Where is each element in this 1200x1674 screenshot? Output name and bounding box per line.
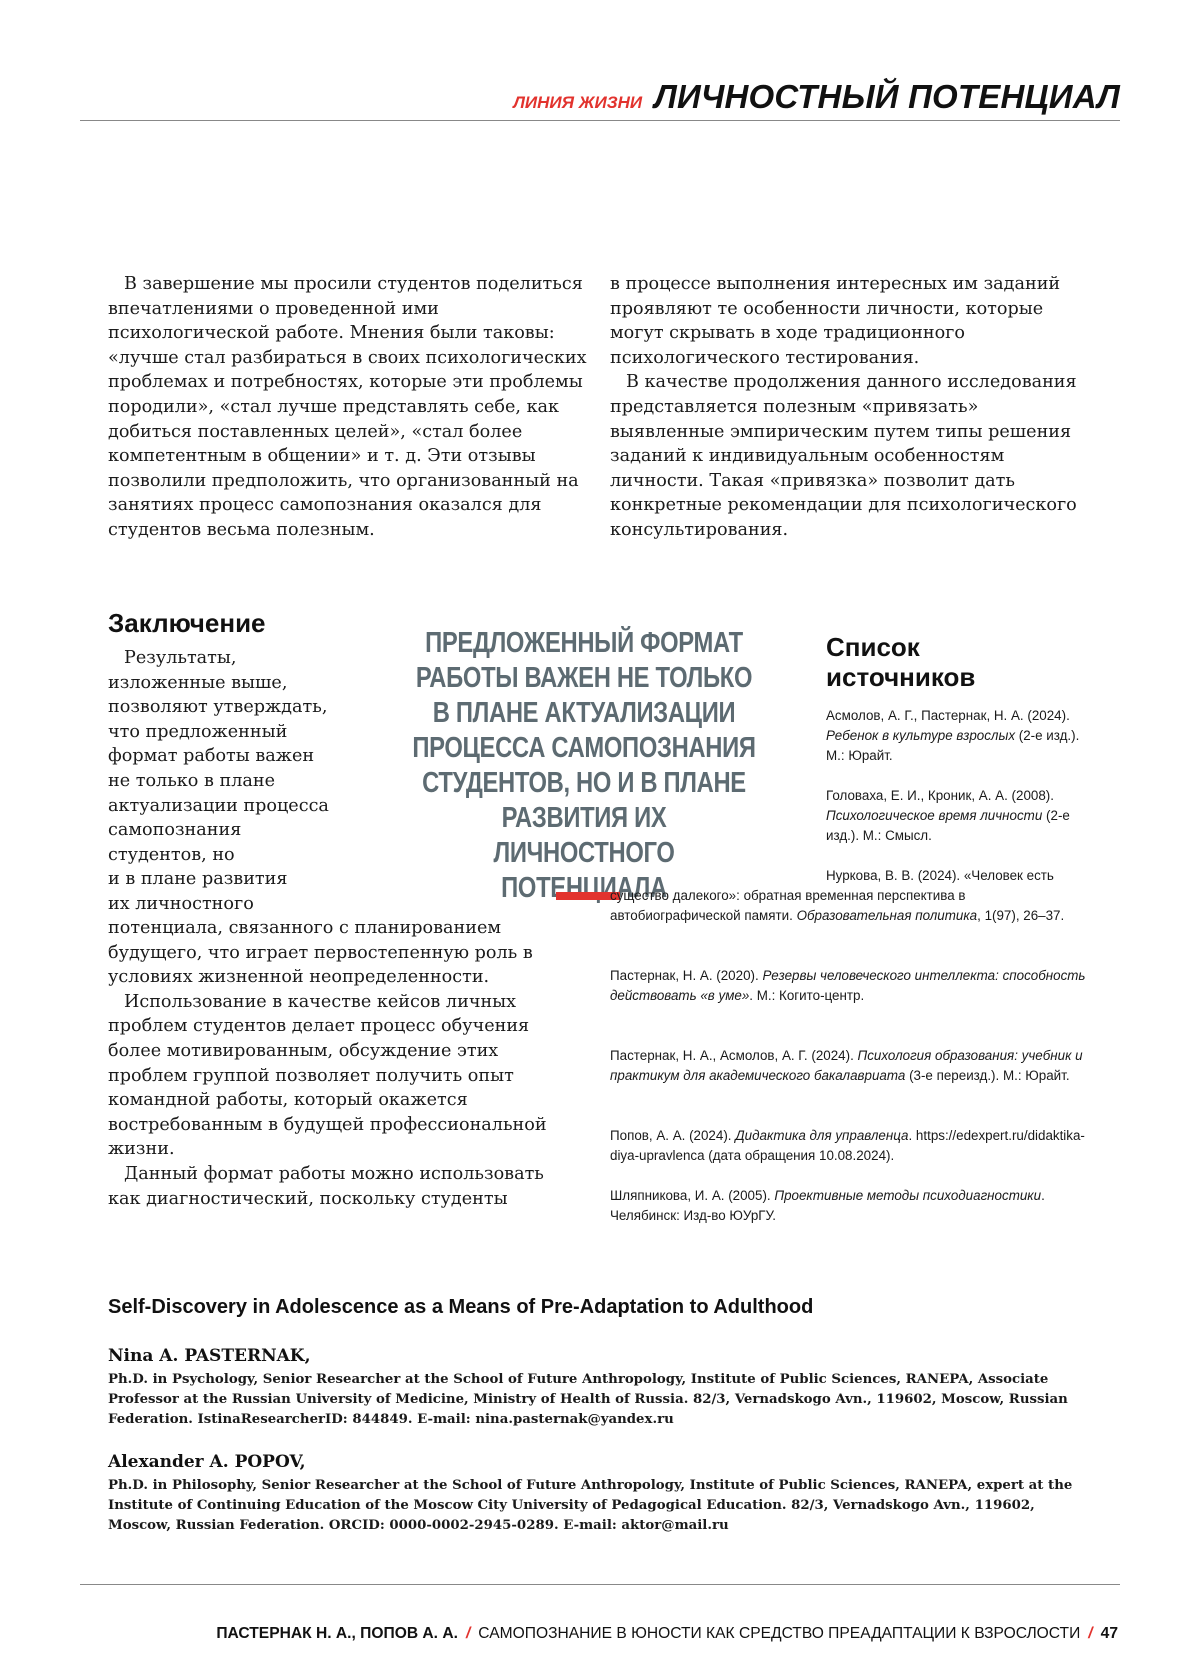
conclusion-heading: Заключение xyxy=(108,608,266,638)
ref-publisher: (2-е изд.). М.: Юрайт. xyxy=(826,728,1079,763)
author-block xyxy=(108,1346,1098,1430)
english-title: Self-Discovery in Adolescence as a Means of Pre-Adaptation to Adulthood xyxy=(108,1296,813,1319)
reference-item xyxy=(610,1046,1090,1086)
right-continuation: в процессе выполнения интересных им заданий проявляют те особенности личности, которые могут скрывать в ходе традиционного психологического тестирования. xyxy=(610,272,1080,370)
ref-authors: Головаха, Е. И., Кроник, А. А. (2008). xyxy=(826,788,1054,803)
conclusion-line: изложенные выше, xyxy=(108,671,368,696)
ref-publisher: (3-е переизд.). М.: Юрайт. xyxy=(909,1068,1069,1083)
ref-publisher: (2-е изд.). М.: Смысл. xyxy=(826,808,1070,843)
ref-authors: Пастернак, Н. А., Асмолов, А. Г. (2024). xyxy=(610,1048,854,1063)
conclusion-line: самопознания xyxy=(108,818,368,843)
conclusion-line: их личностного xyxy=(108,892,368,917)
conclusion-line: Результаты, xyxy=(108,646,368,671)
conclusion-line: и в плане развития xyxy=(108,867,368,892)
section-kicker: ЛИНИЯ ЖИЗНИ xyxy=(513,93,642,113)
section-title: ЛИЧНОСТНЫЙ ПОТЕНЦИАЛ xyxy=(654,78,1120,116)
author-bio: Ph.D. in Philosophy, Senior Researcher at the School of Future Anthropology, Institute of Public Sciences, RANEPA, expert at the Institute of Continuing Education of the Moscow City University of Pedagogical Education. 82/3, Vernadskogo Avn., 119602, Moscow, Russian Federation. ORCID: 0000-0002-2945-0289. E-mail: aktor@mail.ru xyxy=(108,1476,1098,1536)
conclusion-narrow xyxy=(108,646,368,917)
right-column xyxy=(610,272,1080,543)
author-name: Nina A. PASTERNAK, xyxy=(108,1346,1098,1366)
ref-title: Дидактика для управленца xyxy=(735,1128,908,1143)
author-bio: Ph.D. in Psychology, Senior Researcher at the School of Future Anthropology, Institute of Public Sciences, RANEPA, Associate Professor at the Russian University of Medicine, Ministry of Health of Russia. 82/3, Vernadskogo Avn., 119602, Moscow, Russian Federation. IstinaResearcherID: 844849. E-mail: nina.pasternak@yandex.ru xyxy=(108,1370,1098,1430)
ref-authors: Шляпникова, И. А. (2005). xyxy=(610,1188,771,1203)
paragraph-cases: Использование в качестве кейсов личных проблем студентов делает процесс обучения более мотивированным, обсуждение этих проблем группой позволяет получить опыт командной работы, который окажется востребованным в будущей профессиональной жизни. xyxy=(108,990,570,1162)
ref-authors: Асмолов, А. Г., Пастернак, Н. А. (2024). xyxy=(826,708,1070,723)
reference-item xyxy=(826,706,1086,766)
conclusion-line: актуализации процесса xyxy=(108,794,368,819)
conclusion-rest: потенциала, связанного с планированием будущего, что играет первостепенную роль в условиях жизненной неопределенности. xyxy=(108,916,570,990)
ref-publisher: . М.: Когито-центр. xyxy=(749,988,864,1003)
ref-authors: Попов, А. А. (2024). xyxy=(610,1128,732,1143)
ref-publisher: . Челябинск: Изд-во ЮУрГУ. xyxy=(610,1188,1045,1223)
ref-authors: Нуркова, В. В. (2024). «Человек есть существо далекого»: обратная временная перспектива в автобиографической памяти. xyxy=(610,868,1054,923)
ref-title: Проективные методы психодиагностики xyxy=(774,1188,1041,1203)
pull-quote: ПРЕДЛОЖЕННЫЙ ФОРМАТ РАБОТЫ ВАЖЕН НЕ ТОЛЬКО В ПЛАНЕ АКТУАЛИЗАЦИИ ПРОЦЕССА САМОПОЗНАНИЯ СТУДЕНТОВ, НО И В ПЛАНЕ РАЗВИТИЯ ИХ ЛИЧНОСТНОГО ПОТЕНЦИАЛА xyxy=(409,626,760,906)
reference-item xyxy=(826,786,1086,846)
ref-title: Образовательная политика xyxy=(797,908,978,923)
page-header xyxy=(513,78,1120,116)
ref-title: Психологическое время личности xyxy=(826,808,1042,823)
ref-title: Ребенок в культуре взрослых xyxy=(826,728,1015,743)
footer-separator: / xyxy=(1088,1625,1092,1643)
page-number: 47 xyxy=(1101,1625,1118,1643)
author-block xyxy=(108,1452,1098,1536)
conclusion-line: формат работы важен xyxy=(108,744,368,769)
header-rule xyxy=(80,120,1120,121)
footer-separator: / xyxy=(466,1625,470,1643)
ref-publisher: , 1(97), 26–37. xyxy=(977,908,1064,923)
reference-item xyxy=(610,966,1090,1006)
conclusion-line: студентов, но xyxy=(108,843,368,868)
page-footer xyxy=(216,1625,1118,1643)
left-intro xyxy=(108,272,600,543)
ref-authors: Пастернак, Н. А. (2020). xyxy=(610,968,759,983)
footer-authors: ПАСТЕРНАК Н. А., ПОПОВ А. А. xyxy=(216,1625,458,1643)
conclusion-line: что предложенный xyxy=(108,720,368,745)
reference-item xyxy=(610,866,1090,926)
footer-rule xyxy=(80,1584,1120,1585)
left-lower xyxy=(108,916,570,1211)
intro-paragraph: В завершение мы просили студентов поделиться впечатлениями о проведенной ими психологической работе. Мнения были таковы: «лучше стал разбираться в своих психологических проблемах и потребностях, которые эти проблемы породили», «стал лучше представлять себе, как добиться поставленных целей», «стал более компетентным в общении» и т. д. Эти отзывы позволили предположить, что организованный на занятиях процесс самопознания оказался для студентов весьма полезным. xyxy=(108,272,600,543)
references-heading: Список источников xyxy=(826,632,1066,692)
ref-title: Психология образования: учебник и практикум для академического бакалавриата xyxy=(610,1048,1083,1083)
conclusion-line: не только в плане xyxy=(108,769,368,794)
ref-link: . https://edexpert.ru/didaktika-diya-upravlenca (дата обращения 10.08.2024). xyxy=(610,1128,1085,1163)
reference-item xyxy=(610,1186,1090,1226)
reference-item xyxy=(610,1126,1090,1166)
conclusion-line: позволяют утверждать, xyxy=(108,695,368,720)
author-name: Alexander A. POPOV, xyxy=(108,1452,1098,1472)
right-paragraph: В качестве продолжения данного исследования представляется полезным «привязать» выявленные эмпирическим путем типы решения заданий к индивидуальным особенностям личности. Такая «привязка» позволит дать конкретные рекомендации для психологического консультирования. xyxy=(610,370,1080,542)
footer-article-title: САМОПОЗНАНИЕ В ЮНОСТИ КАК СРЕДСТВО ПРЕАДАПТАЦИИ К ВЗРОСЛОСТИ xyxy=(478,1625,1080,1643)
ref-title: Резервы человеческого интеллекта: способность действовать «в уме» xyxy=(610,968,1085,1003)
paragraph-diagnostic: Данный формат работы можно использовать как диагностический, поскольку студенты xyxy=(108,1162,570,1211)
